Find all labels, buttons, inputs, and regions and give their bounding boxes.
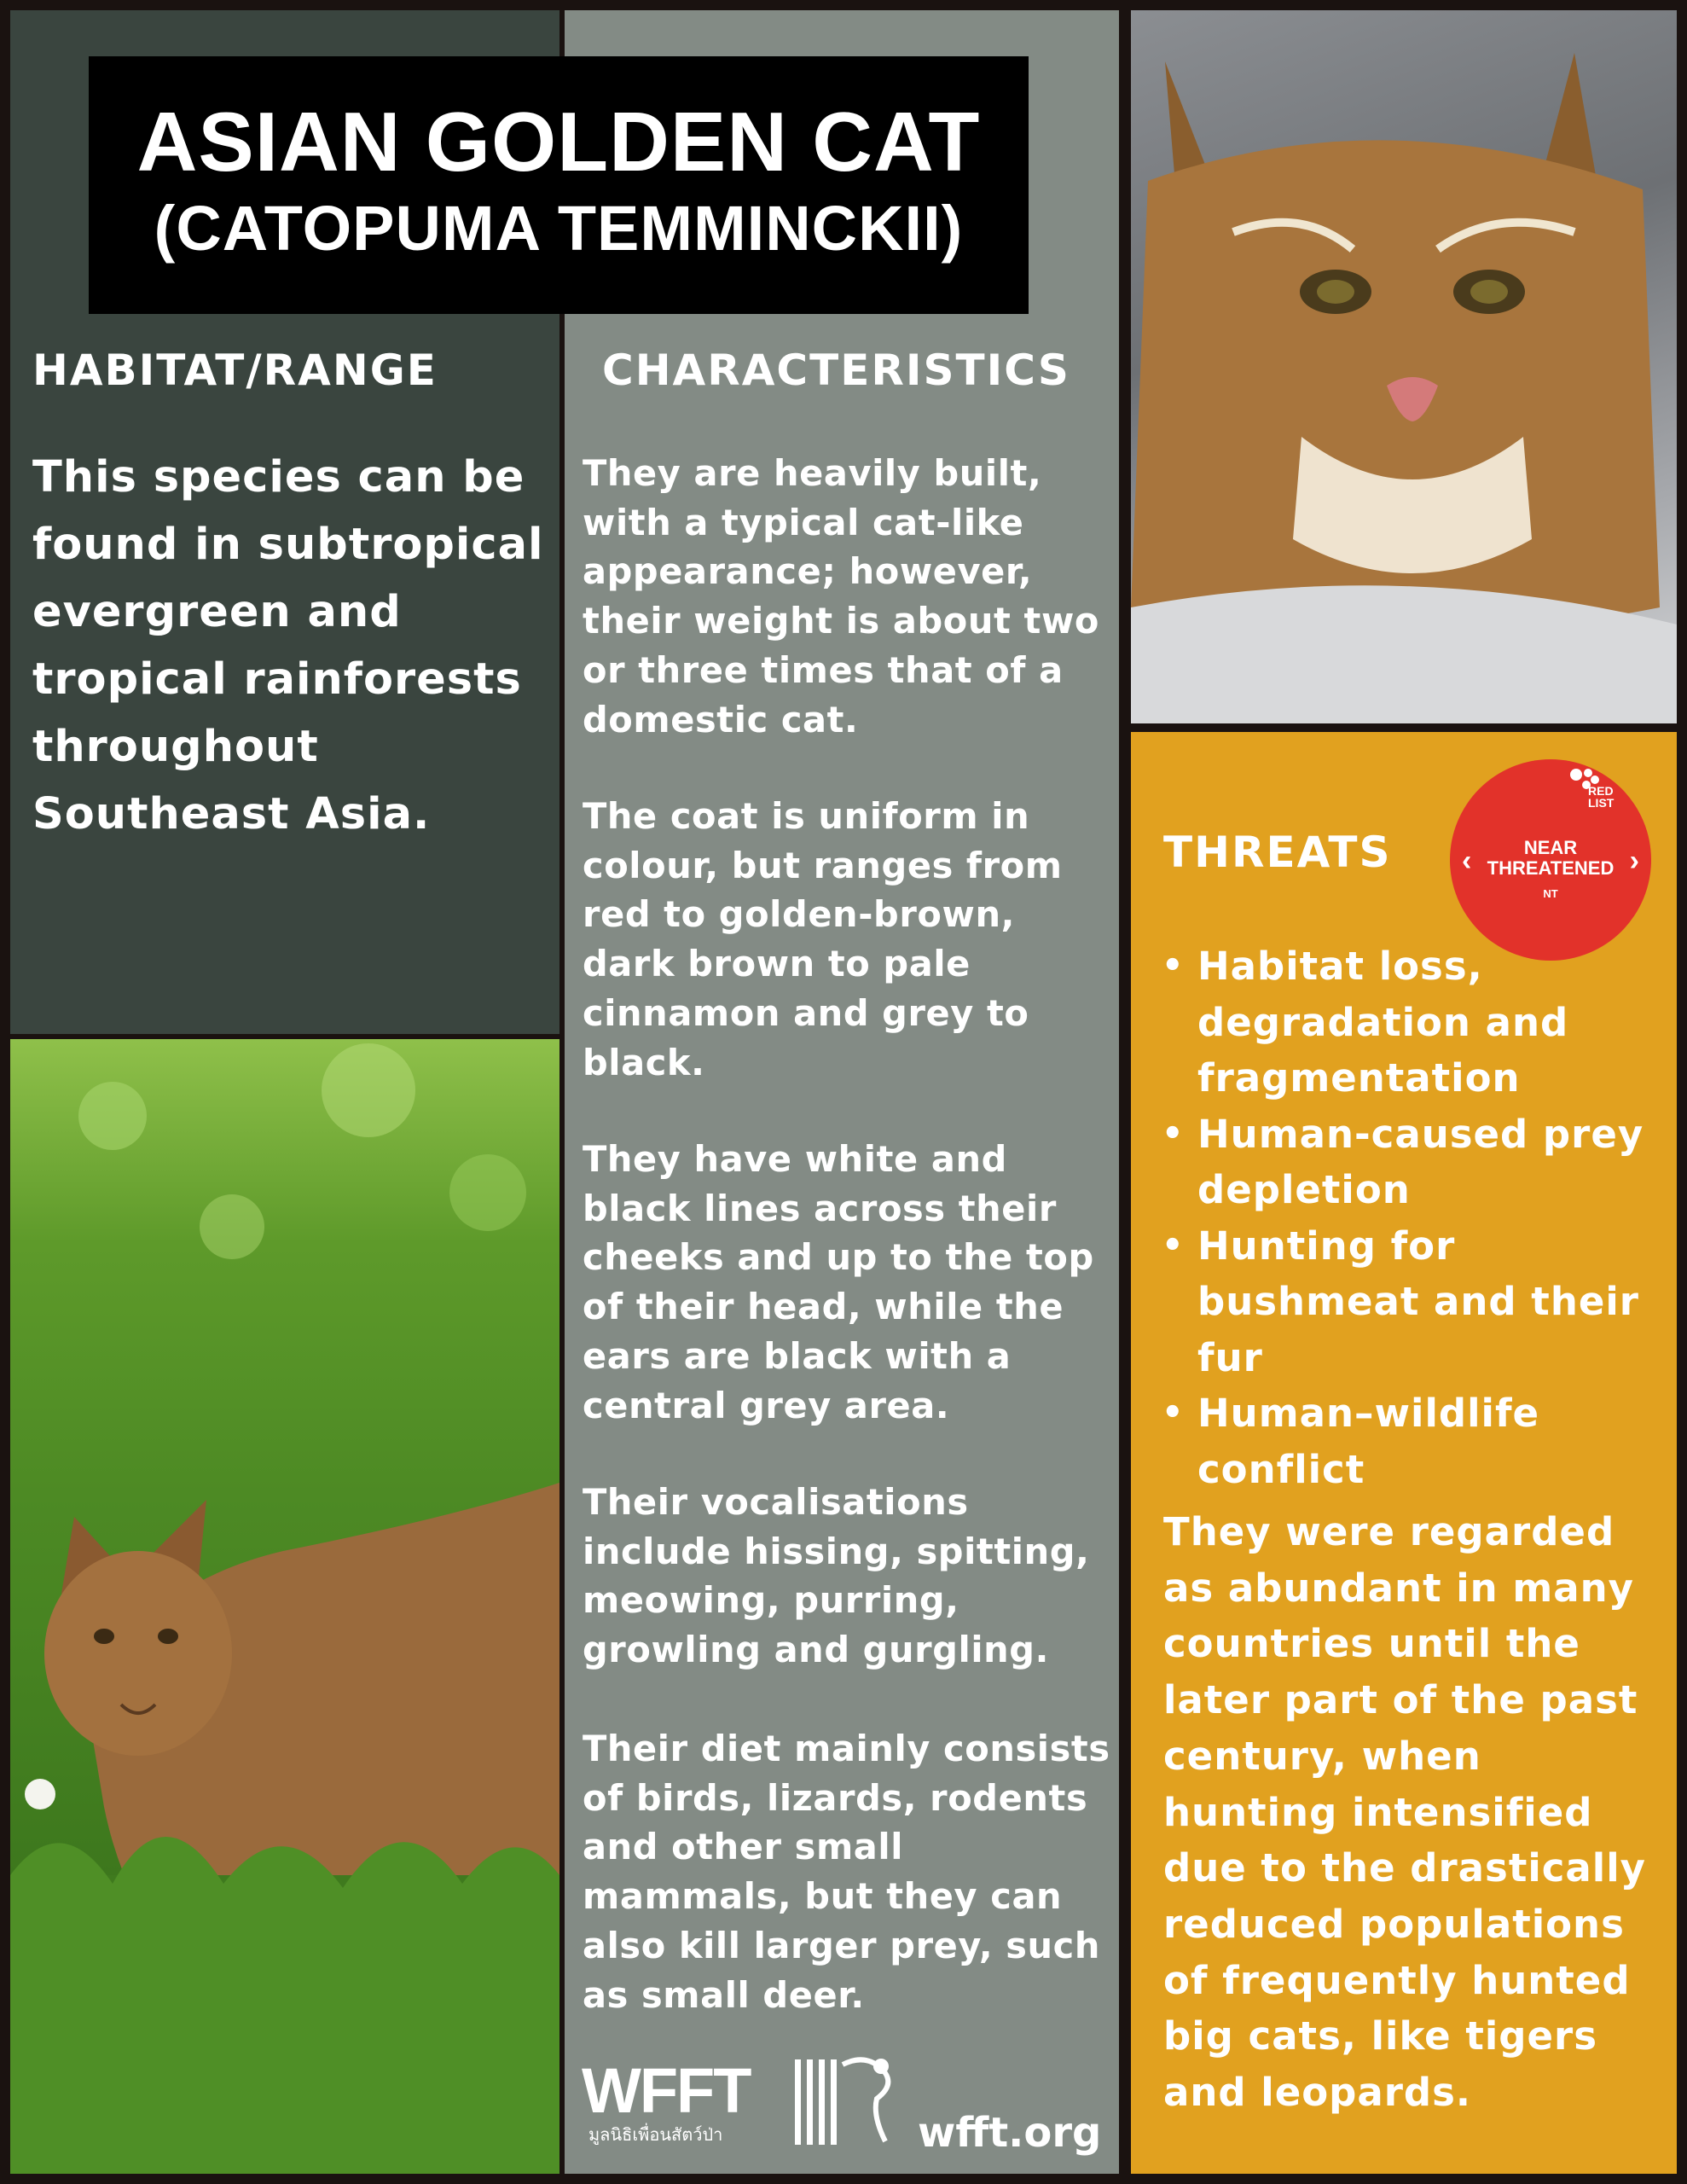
wfft-logo: WFFT [582,2055,751,2126]
habitat-text: This species can be found in subtropical evergreen and tropical rainforests throughout Southeast Asia. [32,452,544,839]
cat-walking-photo [10,1039,559,2174]
redlist-status: NEAR THREATENED [1487,837,1615,879]
threat-item: • Habitat loss, degradation and fragmentation [1160,938,1663,1107]
threat-item: • Hunting for bushmeat and their fur [1160,1218,1663,1386]
title-banner [89,56,1029,314]
characteristics-paragraph: They are heavily built, with a typical cat-like appearance; however, their weight is about two or three times that of a domestic cat. [583,452,1100,741]
habitat-heading: HABITAT/RANGE [32,346,438,395]
scientific-name: (CATOPUMA TEMMINCKII) [154,193,964,264]
footer-website-link[interactable]: wfft.org [918,2109,1102,2157]
page-title: ASIAN GOLDEN CAT [136,95,981,189]
characteristics-heading: CHARACTERISTICS [602,346,1070,395]
characteristics-paragraph: Their diet mainly consists of birds, lizards, rodents and other small mammals, but they can also kill larger prey, such as small deer. [583,1728,1110,2016]
characteristics-paragraph: They have white and black lines across their cheeks and up to the top of their head, while the ears are black with a central grey area. [583,1138,1094,1426]
cat-portrait-illustration [1131,10,1677,723]
threats-list [1160,938,1663,1497]
characteristics-paragraph: Their vocalisations include hissing, spitting, meowing, purring, growling and gurgling. [583,1481,1090,1671]
characteristics-paragraph: The coat is uniform in colour, but ranges from red to golden-brown, dark brown to pale cinnamon and grey to black. [583,795,1063,1083]
threats-heading: THREATS [1163,828,1392,877]
gibbon-logo-icon [791,2048,902,2150]
chevron-right-icon: › [1629,845,1639,877]
threat-item: • Human-caused prey depletion [1160,1107,1663,1218]
redlist-badge [1450,759,1651,961]
foundation-thai-name: มูลนิธิเพื่อนสัตว์ป่า [588,2124,723,2145]
cat-walking-illustration [10,1039,559,2174]
chevron-left-icon: ‹ [1462,845,1472,877]
threat-item: • Human–wildlife conflict [1160,1385,1663,1497]
redlist-code: NT [1543,887,1558,900]
cat-portrait-photo [1131,10,1677,723]
redlist-logo-text: RED LIST [1588,784,1615,810]
threats-closing-text: They were regarded as abundant in many countries until the later part of the past century, when hunting intensified due to the drastically reduced populations of frequently hunted big cats, like tigers and leopards. [1163,1509,1646,2116]
